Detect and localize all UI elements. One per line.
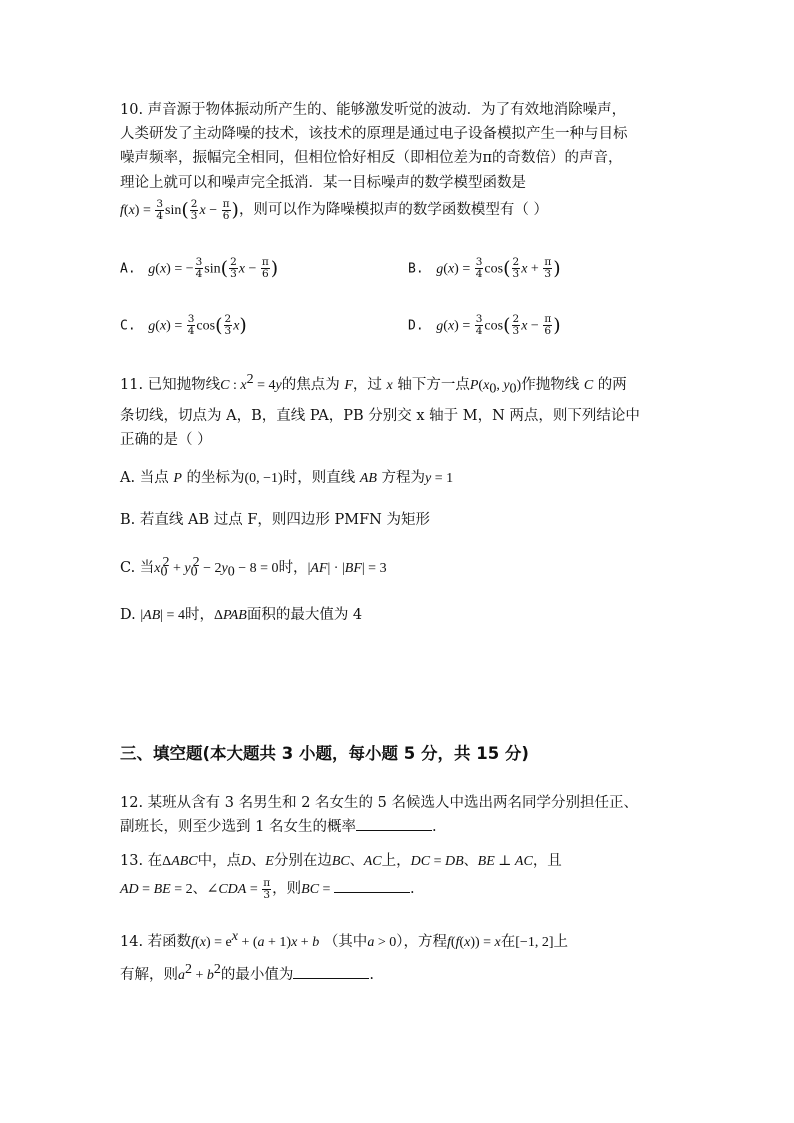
q11-option-C[interactable]: C. 当$x_0^2 + y_0^2 - 2y_0 - 8 = 0$时，|AF| · |BF| = 3 xyxy=(120,555,387,580)
q13-line-1: 13. 在ΔABC中，点D、E分别在边BC、AC上，DC = DB、BE ⊥ AC，且 xyxy=(120,853,562,869)
q10-line-4: 理论上就可以和噪声完全抵消．某一目标噪声的数学模型函数是 xyxy=(120,175,526,191)
answer-blank-12[interactable] xyxy=(356,816,432,831)
q11-option-D[interactable]: D. |AB| = 4时，ΔPAB面积的最大值为 4 xyxy=(120,607,363,623)
q10-stem-tail: ，则可以作为降噪模拟声的数学函数模型有（ ） xyxy=(238,202,549,218)
option-label-A: A. xyxy=(120,261,136,277)
q11-option-A[interactable]: A. 当点 P 的坐标为(0, −1)时，则直线 AB 方程为y = 1 xyxy=(120,470,454,486)
q14-line-2: 有解，则$a^2 + b^2$的最小值为 . xyxy=(120,962,375,983)
q10-option-A[interactable]: A. g(x) = − $\frac{3}{4}$ sin( $\frac{2}{3}$ x − $\frac{\pi}{6}$ ) xyxy=(120,256,279,280)
q10-line-3: 噪声频率，振幅完全相同，但相位恰好相反（即相位差为π的奇数倍）的声音， xyxy=(120,150,623,166)
q10-line-1: 10. 声音源于物体振动所产生的、能够激发听觉的波动．为了有效地消除噪声， xyxy=(120,102,627,118)
option-label-D: D. xyxy=(408,318,424,334)
q11-line-3: 正确的是（ ） xyxy=(120,432,212,448)
q14-line-1: 14. 若函数$f(x) = e^x + (a + 1)x + b$ （其中a > 0），方程f(f(x)) = x在[−1, 2]上 xyxy=(120,929,568,950)
q10-model-function: f(x) = $\frac{3}{4}$ sin( $\frac{2}{3}$ x − $\frac{\pi}{6}$ )，则可以作为降噪模拟声的数学函数模型有（ ） xyxy=(120,197,549,222)
q12-line-2: 副班长，则至少选到 1 名女生的概率 . xyxy=(120,815,437,836)
q11-line-1: 11. 已知抛物线C : $x^2 = 4y$的焦点为 F，过 x 轴下方一点$P(x_0$, $y_0$)作抛物线 C 的两 xyxy=(120,372,627,397)
answer-blank-13[interactable] xyxy=(334,878,410,893)
q10-option-D[interactable]: D. g(x) = $\frac{3}{4}$ cos( $\frac{2}{3}$ x − $\frac{\pi}{6}$ ) xyxy=(408,313,561,337)
answer-blank-14[interactable] xyxy=(293,964,369,979)
q13-line-2: AD = BE = 2、∠CDA = $\frac{\pi}{3}$ ，则BC = . xyxy=(120,876,415,901)
section-3-title: 三、填空题(本大题共 3 小题，每小题 5 分，共 15 分) xyxy=(120,744,529,763)
q10-option-C[interactable]: C. g(x) = $\frac{3}{4}$ cos( $\frac{2}{3}$ x) xyxy=(120,313,247,337)
option-label-C: C. xyxy=(120,318,136,334)
q12-line-1: 12. 某班从含有 3 名男生和 2 名女生的 5 名候选人中选出两名同学分别担任正、 xyxy=(120,795,638,811)
option-label-B: B. xyxy=(408,261,424,277)
q10-option-B[interactable]: B. g(x) = $\frac{3}{4}$ cos( $\frac{2}{3}$ x + $\frac{\pi}{3}$ ) xyxy=(408,256,561,280)
q11-line-2: 条切线，切点为 A，B，直线 PA，PB 分别交 x 轴于 M，N 两点，则下列结论中 xyxy=(120,408,640,424)
formula-f: f xyxy=(120,203,124,218)
q10-line-2: 人类研发了主动降噪的技术，该技术的原理是通过电子设备模拟产生一种与目标 xyxy=(120,126,628,142)
q11-option-B[interactable]: B. 若直线 AB 过点 F，则四边形 PMFN 为矩形 xyxy=(120,512,430,528)
